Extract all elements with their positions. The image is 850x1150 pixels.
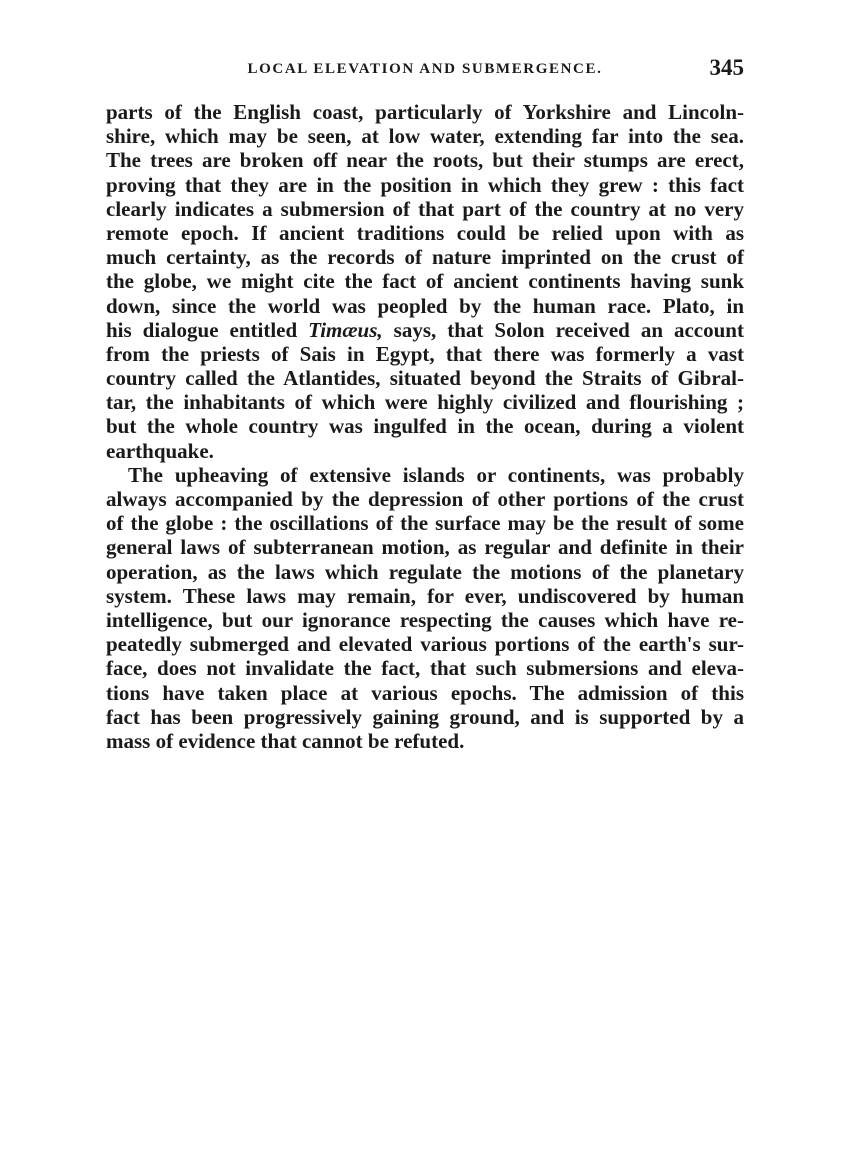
text-line: operation, as the laws which regulate the motions of the planetary (106, 559, 744, 584)
text-line: The upheaving of extensive islands or continents, was probably (128, 462, 744, 487)
text-line: mass of evidence that cannot be refuted. (106, 728, 465, 753)
italic-title: Timæus, (308, 317, 383, 342)
text-line: down, since the world was peopled by the human race. Plato, in (106, 293, 744, 318)
text-line: the globe, we might cite the fact of ancient continents having sunk (106, 269, 744, 294)
text-line: always accompanied by the depression of other portions of the crust (106, 487, 744, 511)
text-line: from the priests of Sais in Egypt, that there was formerly a vast (106, 341, 744, 366)
text-line: parts of the English coast, particularly of Yorkshire and Lincoln- (106, 100, 744, 124)
text-line: fact has been progressively gaining ground, and is supported by a (106, 704, 744, 729)
running-head (106, 55, 744, 83)
text-line: general laws of subterranean motion, as regular and definite in their (106, 535, 744, 560)
text-line: tions have taken place at various epochs. The admission of this (106, 680, 744, 705)
text-line: proving that they are in the position in which they grew : this fact (106, 172, 744, 197)
text-line: of the globe : the oscillations of the surface may be the result of some (106, 511, 744, 536)
page-number: 345 (709, 55, 744, 80)
text-line: but the whole country was ingulfed in the ocean, during a violent (106, 414, 744, 439)
text-line (106, 318, 744, 342)
text-line: clearly indicates a submersion of that part of the country at no very (106, 196, 744, 221)
text-line: tar, the inhabitants of which were highly civilized and flourishing ; (106, 390, 744, 415)
running-title: LOCAL ELEVATION AND SUBMERGENCE. (247, 61, 603, 77)
text-line: system. These laws may remain, for ever, undiscovered by human (106, 583, 744, 608)
text-line: much certainty, as the records of nature imprinted on the crust of (106, 245, 744, 270)
text-run: says, that Solon received an account (382, 317, 744, 342)
text-line: The trees are broken off near the roots, but their stumps are erect, (106, 148, 744, 173)
paragraph (106, 463, 744, 753)
body-text (106, 100, 744, 753)
text-line: face, does not invalidate the fact, that such submersions and eleva- (106, 656, 744, 681)
paragraph (106, 100, 744, 463)
text-line: intelligence, but our ignorance respecting the causes which have re- (106, 607, 744, 632)
text-line: shire, which may be seen, at low water, extending far into the sea. (106, 124, 744, 149)
text-line: remote epoch. If ancient traditions could be relied upon with as (106, 220, 744, 245)
text-line: peatedly submerged and elevated various portions of the earth's sur- (106, 632, 744, 657)
text-line: country called the Atlantides, situated beyond the Straits of Gibral- (106, 366, 744, 391)
text-line: earthquake. (106, 438, 214, 463)
text-run: his dialogue entitled (106, 317, 309, 342)
